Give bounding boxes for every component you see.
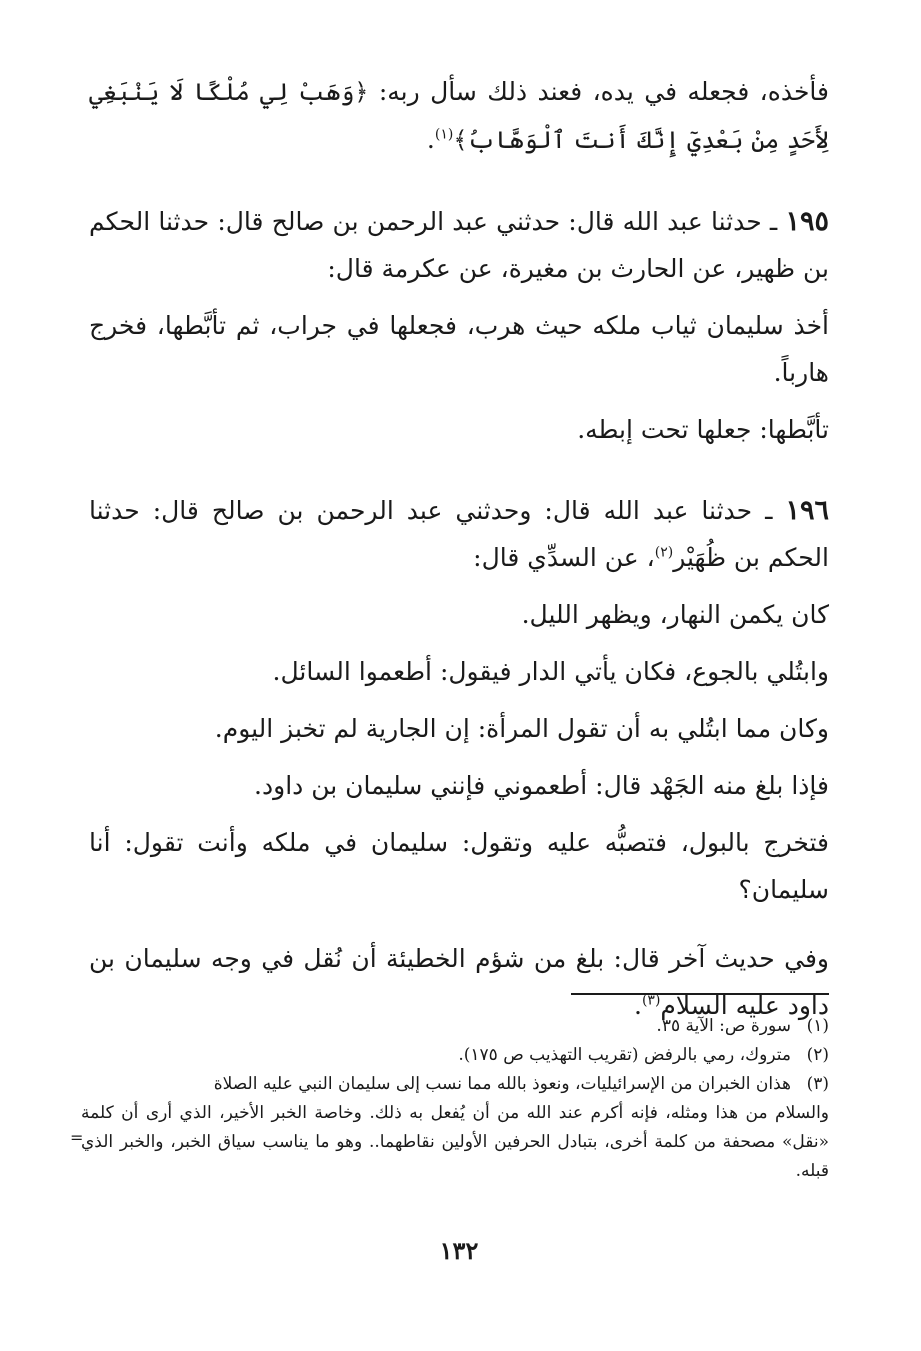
- hadith-number-195: ١٩٥: [785, 206, 829, 237]
- footnote-number: (١): [806, 1016, 829, 1036]
- hadith-196-line-3: وكان مما ابتُلي به أن تقول المرأة: إن الجارية لم تخبز اليوم.: [214, 714, 829, 743]
- hadith-195-chain: ـ حدثنا عبد الله قال: حدثني عبد الرحمن بن صالح قال: حدثنا الحكم بن ظهير، عن الحارث بن مغيرة، عن عكرمة قال:: [89, 207, 829, 283]
- page-number: ١٣٢: [439, 1236, 479, 1265]
- footnote-divider: [571, 993, 829, 995]
- hadith-196-chain: ـ حدثنا عبد الله قال: وحدثني عبد الرحمن بن صالح قال: حدثنا الحكم بن ظُهَيْر: [89, 496, 829, 572]
- footnote-ref-2: (٢): [654, 544, 674, 561]
- footnote-text: هذان الخبران من الإسرائيليات، ونعوذ بالله مما نسب إلى سليمان النبي عليه الصلاة: [213, 1074, 791, 1094]
- other-report-text: وفي حديث آخر قال: بلغ من شؤم الخطيئة أن نُقل في وجه سليمان بن داود عليه السلام: [89, 944, 829, 1020]
- footnote-number: (٢): [806, 1045, 829, 1065]
- hadith-196-line-2: وابتُلي بالجوع، فكان يأتي الدار فيقول: أطعموا السائل.: [272, 657, 829, 686]
- book-page: [81, 68, 829, 1338]
- hadith-196-line-1: كان يكمن النهار، ويظهر الليل.: [521, 600, 829, 629]
- footnote-text: متروك، رمي بالرفض (تقريب التهذيب ص ١٧٥).: [458, 1045, 791, 1065]
- hadith-196-line-4: فإذا بلغ منه الجَهْد قال: أطعموني فإنني سليمان بن داود.: [254, 771, 829, 800]
- hadith-196-line-5: فتخرج بالبول، فتصبُّه عليه وتقول: سليمان في ملكه وأنت تقول: أنا سليمان؟: [89, 828, 829, 904]
- hadith-number-196: ١٩٦: [785, 495, 829, 526]
- paragraph-quran-verse: [89, 68, 829, 164]
- footnote-ref-3: (٣): [641, 992, 661, 1009]
- other-report-end: .: [633, 991, 642, 1020]
- footnote-3: [81, 1070, 829, 1099]
- paragraph-text: فأخذه، فجعله في يده، فعند ذلك سأل ربه:: [368, 77, 829, 106]
- footnote-2: [81, 1041, 829, 1070]
- hadith-195-heading: [89, 198, 829, 292]
- footnote-3-continuation: والسلام من هذا ومثله، فإنه أكرم عند الله من أن يُفعل به ذلك. وخاصة الخبر الأخير، الذي أرى أن كلمة «نقل» مصحفة من كلمة أخرى، بتبادل الحرفين الأولين نقاطهما.. وهو ما يناسب سياق الخبر، والخبر الذي قبله.: [81, 1103, 829, 1181]
- footnote-ref-1: (١): [434, 126, 454, 143]
- hadith-195-text: أخذ سليمان ثياب ملكه حيث هرب، فجعلها في جراب، ثم تأبَّطها، فخرج هارباً.: [89, 311, 829, 387]
- footnote-text: سورة ص: الآية ٣٥.: [656, 1016, 791, 1036]
- continuation-mark: =: [70, 1128, 84, 1147]
- hadith-196-chain-end: ، عن السدِّي قال:: [473, 543, 655, 572]
- paragraph-end: .: [426, 125, 435, 154]
- footnotes: [81, 1012, 829, 1186]
- footnote-1: [81, 1012, 829, 1041]
- hadith-196-heading: [89, 487, 829, 581]
- footnote-number: (٣): [806, 1074, 829, 1094]
- hadith-195-gloss: تأبَّطها: جعلها تحت إبطه.: [577, 415, 829, 444]
- quran-verse: ﴿وَهَبْ لِي مُلْكًا لَا يَنْبَغِي لِأَحَدٍ مِنْ بَعْدِيٓ إِنَّكَ أَنتَ ٱلْوَهَّابُ﴾: [89, 78, 829, 154]
